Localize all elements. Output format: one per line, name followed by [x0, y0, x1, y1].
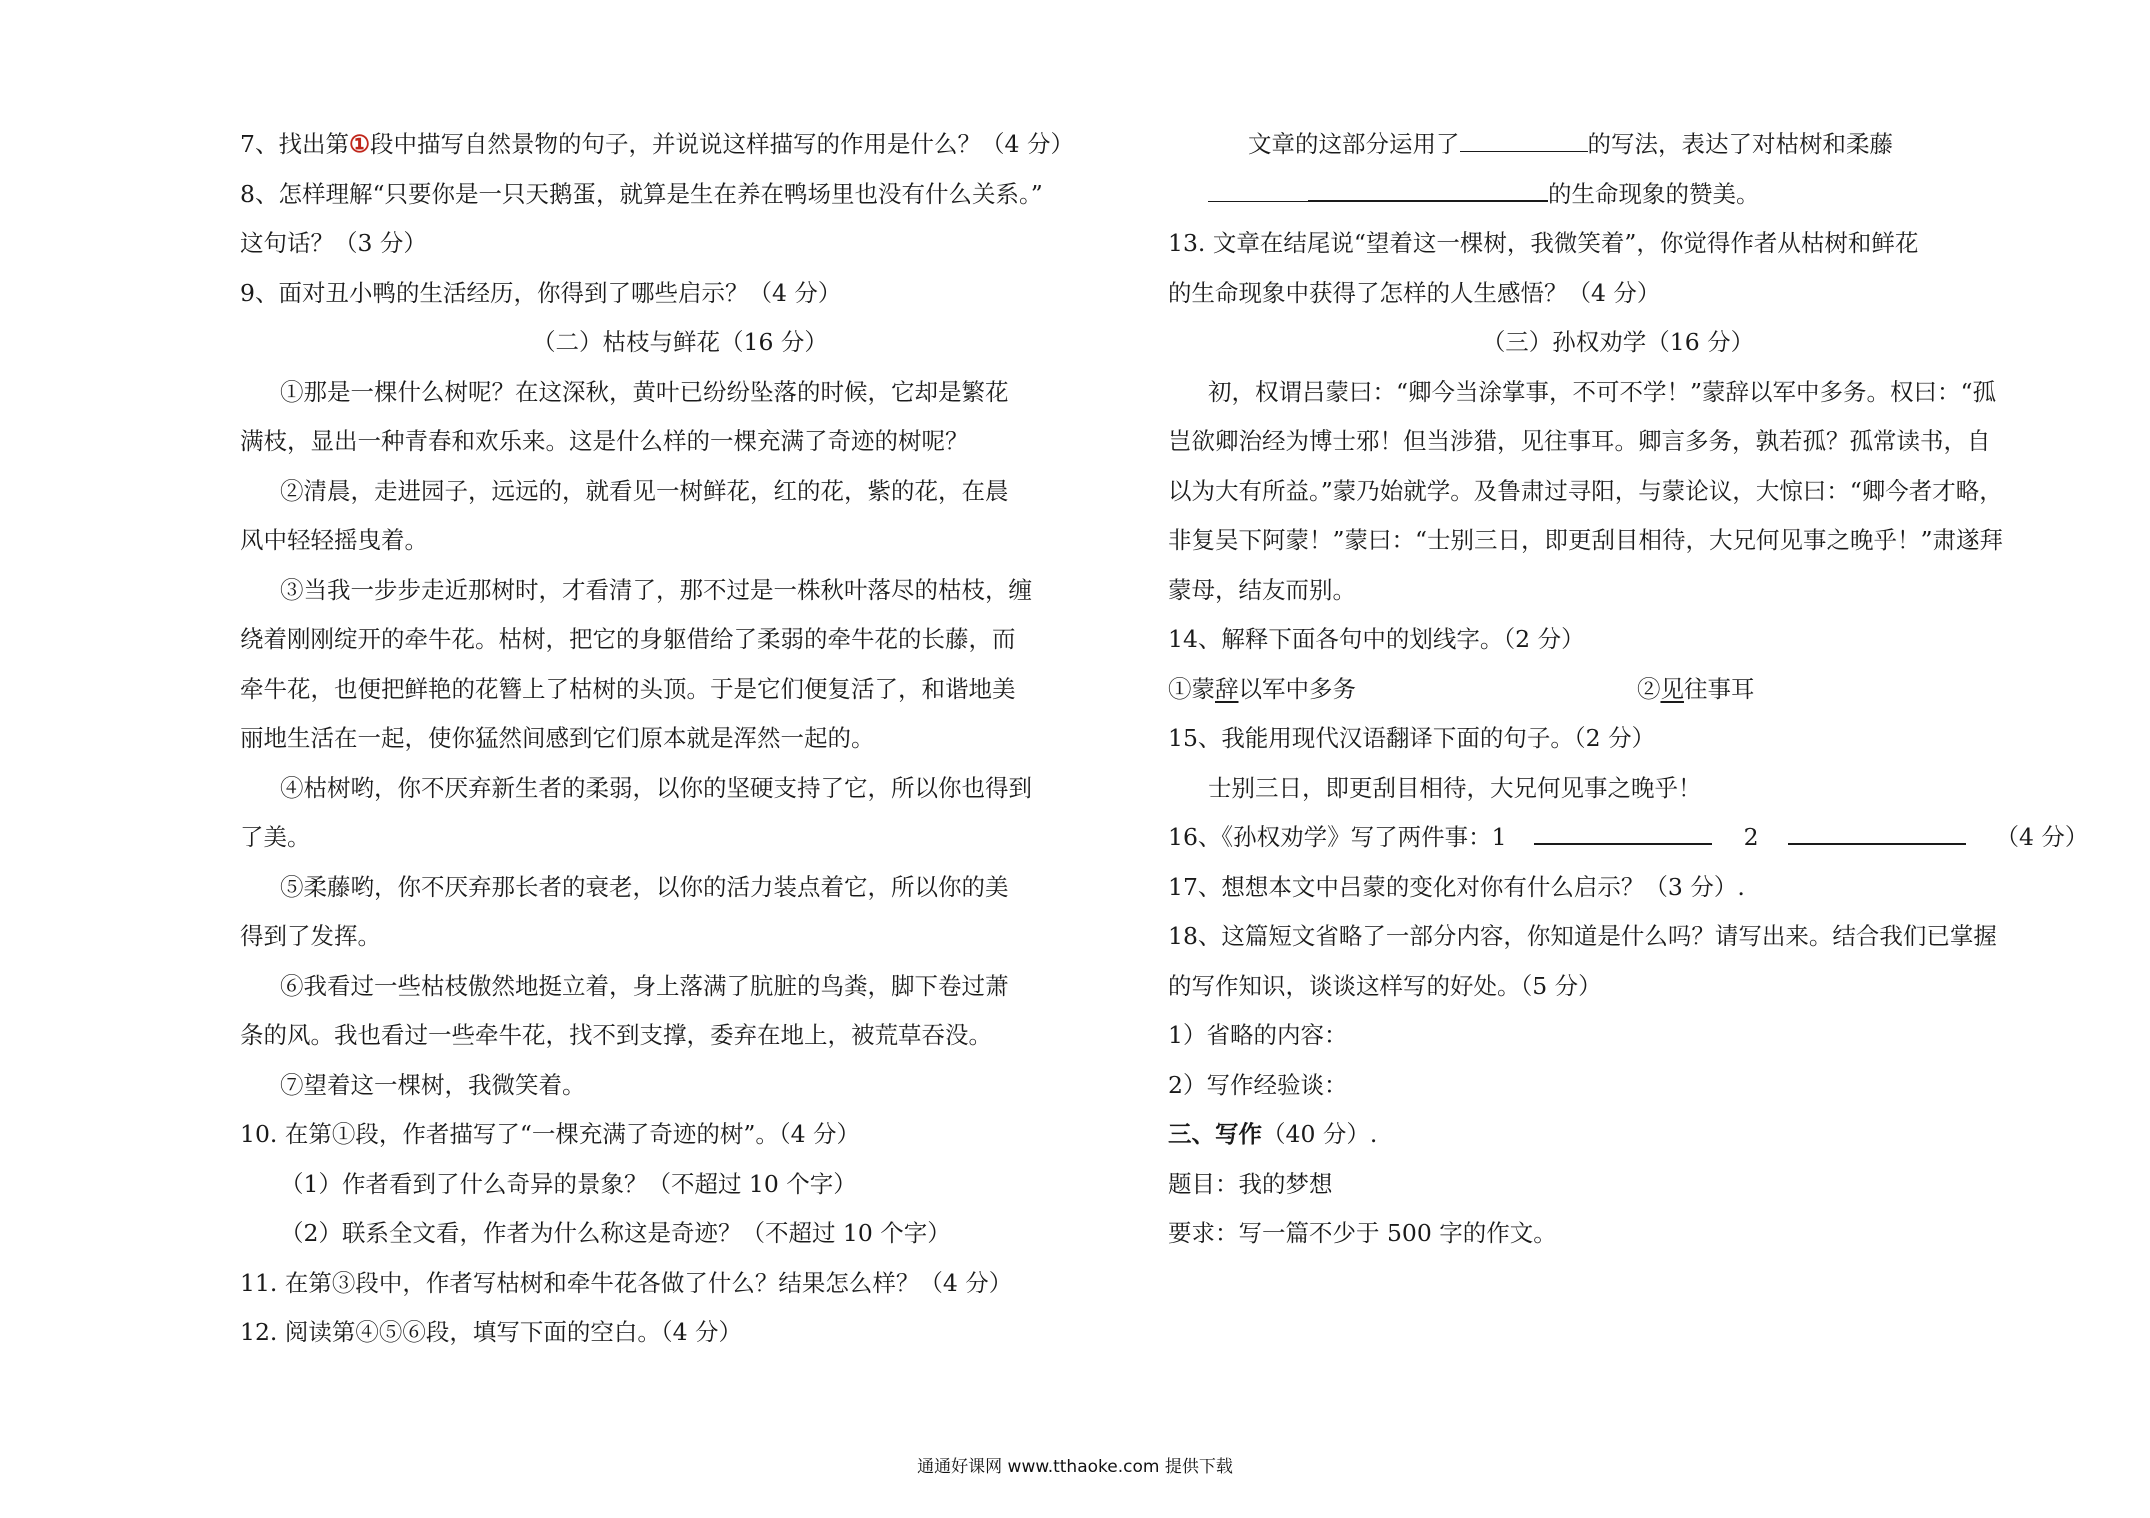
- question-14-items: [1168, 665, 2068, 715]
- item-a-prefix: ①蒙: [1168, 674, 1215, 703]
- question-16-score: （4 分）: [1995, 823, 2089, 851]
- question-10: 10. 在第①段，作者描写了“一棵充满了奇迹的树”。（4 分）: [240, 1120, 861, 1148]
- question-12: 12. 阅读第④⑤⑥段，填写下面的空白。（4 分）: [240, 1318, 743, 1346]
- question-18-part-2: 2）写作经验谈：: [1168, 1070, 1348, 1099]
- question-8-line-1: 8、怎样理解“只要你是一只天鹅蛋，就算是生在养在鸭场里也没有什么关系。”: [240, 179, 1043, 208]
- question-16-number-2: 2: [1743, 823, 1759, 851]
- classical-text-line-1: 初，权谓吕蒙曰：“卿今当涂掌事，不可不学！”蒙辞以军中多务。权曰：“孤: [1208, 377, 1997, 406]
- answer-blank-event-2[interactable]: [1788, 815, 1966, 845]
- fill-text-b: 的写法，表达了对枯树和柔藤: [1587, 130, 1893, 158]
- answer-blank-life-1[interactable]: [1208, 173, 1308, 202]
- question-12-fill-line-2: [1168, 170, 2068, 220]
- passage-p4-line-1: ④枯树哟，你不厌弃新生者的柔弱，以你的坚硬支持了它，所以你也得到: [280, 773, 1032, 802]
- passage-p2-line-1: ②清晨，走进园子，远远的，就看见一树鲜花，红的花，紫的花，在晨: [280, 476, 1009, 505]
- section-2-title: （二）枯枝与鲜花（16 分）: [532, 328, 828, 356]
- essay-topic: 题目：我的梦想: [1168, 1169, 1333, 1198]
- question-7-prefix: 7、找出第: [240, 130, 349, 158]
- passage-p6-line-1: ⑥我看过一些枯枝傲然地挺立着，身上落满了肮脏的鸟粪，脚下卷过萧: [280, 971, 1009, 1000]
- question-11: 11. 在第③段中，作者写枯树和牵牛花各做了什么？结果怎么样？（4 分）: [240, 1268, 1013, 1297]
- question-14-item-a: [1168, 675, 1356, 703]
- fill-text-c: 的生命现象的赞美。: [1548, 179, 1760, 208]
- question-17: 17、想想本文中吕蒙的变化对你有什么启示？（3 分）.: [1168, 872, 1745, 901]
- passage-p3-line-3: 牵牛花，也便把鲜艳的花簪上了枯树的头顶。于是它们便复活了，和谐地美: [240, 674, 1016, 703]
- answer-blank-life-2[interactable]: [1308, 172, 1548, 202]
- question-18-part-1: 1）省略的内容：: [1168, 1021, 1348, 1049]
- question-15: 15、我能用现代汉语翻译下面的句子。（2 分）: [1168, 724, 1656, 752]
- page-footer: 通通好课网 www.tthaoke.com 提供下载: [917, 1457, 1233, 1477]
- classical-text-line-4: 非复吴下阿蒙！”蒙曰：“士别三日，即更刮目相待，大兄何见事之晚乎！”肃遂拜: [1168, 526, 2004, 554]
- item-a-suffix: 以军中多务: [1238, 674, 1356, 703]
- passage-p3-line-4: 丽地生活在一起，使你猛然间感到它们原本就是浑然一起的。: [240, 724, 875, 752]
- part-3-score: （40 分）.: [1262, 1120, 1378, 1148]
- question-7: [240, 120, 1120, 170]
- fill-text-a: 文章的这部分运用了: [1248, 130, 1460, 158]
- classical-text-line-5: 蒙母，结友而别。: [1168, 575, 1356, 604]
- question-10-part-2: （2）联系全文看，作者为什么称这是奇迹？（不超过 10 个字）: [280, 1219, 951, 1247]
- question-14-item-b: [1637, 675, 1755, 703]
- question-12-fill-line-1: [1168, 120, 2068, 170]
- question-7-text: 段中描写自然景物的句子，并说说这样描写的作用是什么？（4 分）: [370, 130, 1074, 158]
- classical-text-line-3: 以为大有所益。”蒙乃始就学。及鲁肃过寻阳，与蒙论议，大惊曰：“卿今者才略，: [1168, 476, 2003, 505]
- part-3-label: 三、写作: [1168, 1120, 1262, 1148]
- question-14: 14、解释下面各句中的划线字。（2 分）: [1168, 625, 1585, 653]
- part-3-heading: [1168, 1110, 2068, 1160]
- question-9: 9、面对丑小鸭的生活经历，你得到了哪些启示？（4 分）: [240, 278, 842, 307]
- passage-p4-line-2: 了美。: [240, 823, 311, 851]
- left-column: [240, 120, 1120, 1358]
- passage-p1-line-2: 满枝，显出一种青春和欢乐来。这是什么样的一棵充满了奇迹的树呢？: [240, 427, 969, 455]
- passage-p2-line-2: 风中轻轻摇曳着。: [240, 526, 428, 554]
- question-10-part-1: （1）作者看到了什么奇异的景象？（不超过 10 个字）: [280, 1169, 857, 1198]
- passage-p7: ⑦望着这一棵树，我微笑着。: [280, 1070, 586, 1099]
- right-column: [1168, 120, 2089, 1259]
- question-8-line-2: 这句话？（3 分）: [240, 229, 427, 257]
- passage-p3-line-1: ③当我一步步走近那树时，才看清了，那不过是一株秋叶落尽的枯枝，缠: [280, 575, 1032, 604]
- passage-p5-line-1: ⑤柔藤哟，你不厌弃那长者的衰老，以你的活力装点着它，所以你的美: [280, 872, 1009, 901]
- answer-blank-event-1[interactable]: [1534, 815, 1712, 845]
- passage-p5-line-2: 得到了发挥。: [240, 922, 381, 950]
- answer-blank-method[interactable]: [1460, 123, 1588, 152]
- classical-text-line-2: 岂欲卿治经为博士邪！但当涉猎，见往事耳。卿言多务，孰若孤？孤常读书，自: [1168, 427, 1991, 455]
- question-16: [1168, 813, 2089, 863]
- underlined-char-ci: 辞: [1215, 674, 1239, 703]
- passage-p3-line-2: 绕着刚刚绽开的牵牛花。枯树，把它的身躯借给了柔弱的牵牛花的长藤，而: [240, 625, 1016, 653]
- question-18-line-2: 的写作知识，谈谈这样写的好处。（5 分）: [1168, 971, 1602, 1000]
- section-3-title: （三）孙权劝学（16 分）: [1481, 328, 1755, 356]
- item-b-suffix: 往事耳: [1683, 674, 1755, 703]
- underlined-char-jian: 见: [1660, 674, 1684, 703]
- question-15-sentence: 士别三日，即更刮目相待，大兄何见事之晚乎！: [1208, 773, 1702, 802]
- essay-requirement: 要求：写一篇不少于 500 字的作文。: [1168, 1219, 1557, 1247]
- question-16-text: 16、《孙权劝学》写了两件事：1: [1168, 823, 1507, 851]
- passage-p1-line-1: ①那是一棵什么树呢？在这深秋，黄叶已纷纷坠落的时候，它却是繁花: [280, 377, 1009, 406]
- question-18-line-1: 18、这篇短文省略了一部分内容，你知道是什么吗？请写出来。结合我们已掌握: [1168, 922, 1997, 950]
- question-13-line-1: 13. 文章在结尾说“望着这一棵树，我微笑着”，你觉得作者从枯树和鲜花: [1168, 229, 1919, 257]
- passage-p6-line-2: 条的风。我也看过一些牵牛花，找不到支撑，委弃在地上，被荒草吞没。: [240, 1021, 992, 1049]
- item-b-prefix: ②: [1636, 674, 1661, 703]
- question-13-line-2: 的生命现象中获得了怎样的人生感悟？（4 分）: [1168, 278, 1661, 307]
- paragraph-mark-red: ①: [348, 130, 371, 158]
